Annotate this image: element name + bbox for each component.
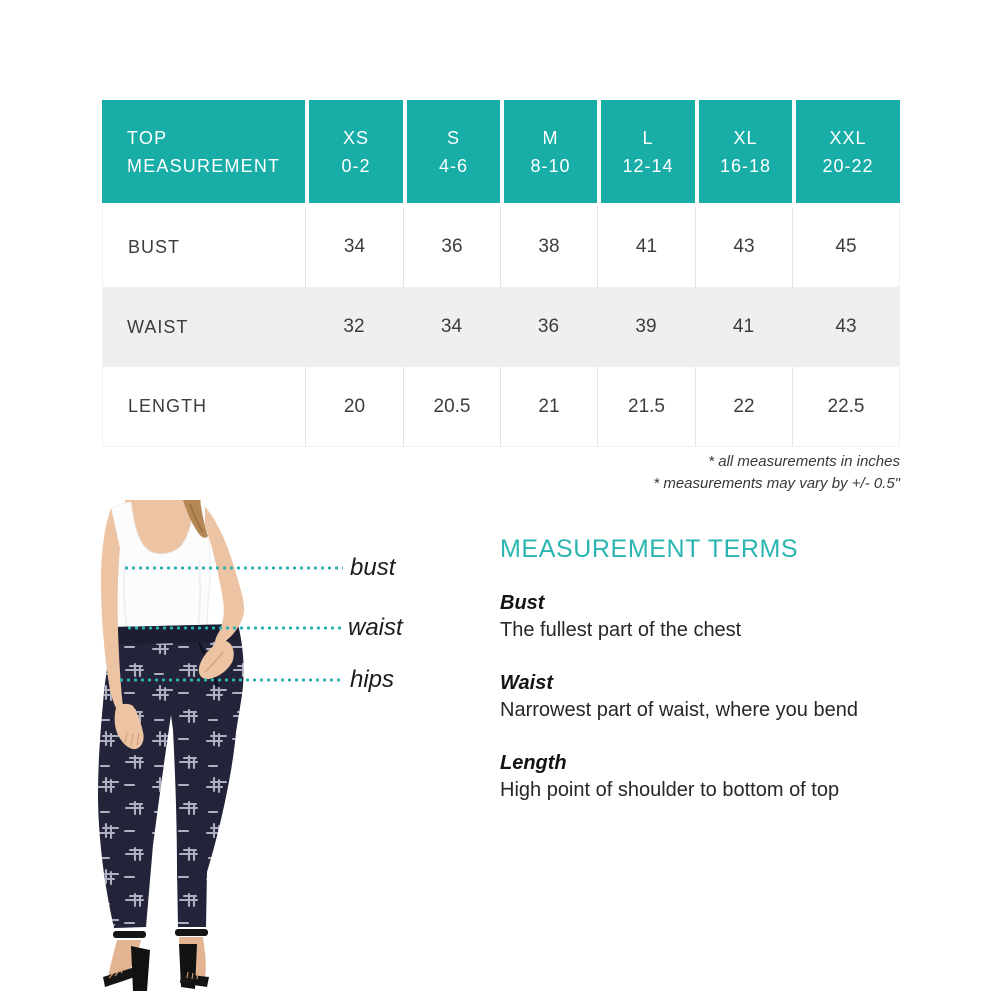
size-label: XXL [829,127,867,148]
size-label: XS [342,127,369,148]
footnote-variance: * measurements may vary by +/- 0.5" [653,475,900,492]
size-column-xl [695,100,792,207]
table-row-waist [102,287,900,367]
length-value-m: 21 [500,367,597,447]
term-bust-name: Bust [500,592,545,614]
size-column-xxl [792,100,900,207]
header-cell-top-measurement [102,100,305,207]
bust-value-m: 38 [500,207,597,287]
size-range: 0-2 [341,155,371,176]
waist-value-s: 34 [403,287,500,367]
length-value-s: 20.5 [403,367,500,447]
size-column-s [403,100,500,207]
row-label-length: LENGTH [102,367,305,447]
footnotes [653,451,900,495]
bust-value-l: 41 [597,207,695,287]
size-column-m [500,100,597,207]
length-value-xs: 20 [305,367,403,447]
measurement-terms-section [500,534,930,804]
header-title-line1: TOP [127,127,168,148]
size-column-l [597,100,695,207]
term-waist-name: Waist [500,672,553,694]
size-range: 4-6 [438,155,468,176]
waist-value-xs: 32 [305,287,403,367]
size-label: XL [733,127,758,148]
table-row-bust [102,207,900,287]
term-bust [500,590,930,644]
waist-value-l: 39 [597,287,695,367]
hips-dotted-line [118,678,344,682]
model-right-shoe [175,929,209,989]
length-value-xl: 22 [695,367,792,447]
bust-value-xs: 34 [305,207,403,287]
row-label-bust: BUST [102,207,305,287]
waist-dotted-line [126,626,343,630]
waist-label: waist [348,614,403,641]
term-waist-definition: Narrowest part of waist, where you bend [500,699,858,721]
table-header-row [102,100,900,207]
term-length [500,750,930,804]
term-bust-definition: The fullest part of the chest [500,619,742,641]
header-title-line2: MEASUREMENT [127,155,281,176]
model-photo-illustration [95,500,335,1000]
row-label-waist: WAIST [102,287,305,367]
size-range: 12-14 [622,155,674,176]
bust-value-xxl: 45 [792,207,900,287]
length-value-l: 21.5 [597,367,695,447]
term-length-name: Length [500,752,567,774]
bust-value-s: 36 [403,207,500,287]
size-range: 16-18 [719,155,772,176]
size-label: L [642,127,654,148]
model-left-shoe [103,931,150,991]
size-label: S [446,127,460,148]
footnote-inches: * all measurements in inches [708,453,900,470]
bust-value-xl: 43 [695,207,792,287]
terms-heading: MEASUREMENT TERMS [500,535,799,563]
size-column-xs [305,100,403,207]
waist-value-m: 36 [500,287,597,367]
size-label: M [542,127,559,148]
term-length-definition: High point of shoulder to bottom of top [500,779,840,801]
hips-label: hips [350,666,395,693]
bust-dotted-line [123,566,343,570]
term-waist [500,670,930,724]
size-range: 20-22 [822,155,874,176]
table-row-length [102,367,900,447]
size-range: 8-10 [530,155,571,176]
waist-value-xl: 41 [695,287,792,367]
bust-label: bust [350,554,396,581]
length-value-xxl: 22.5 [792,367,900,447]
size-chart-table [102,100,900,447]
waist-value-xxl: 43 [792,287,900,367]
